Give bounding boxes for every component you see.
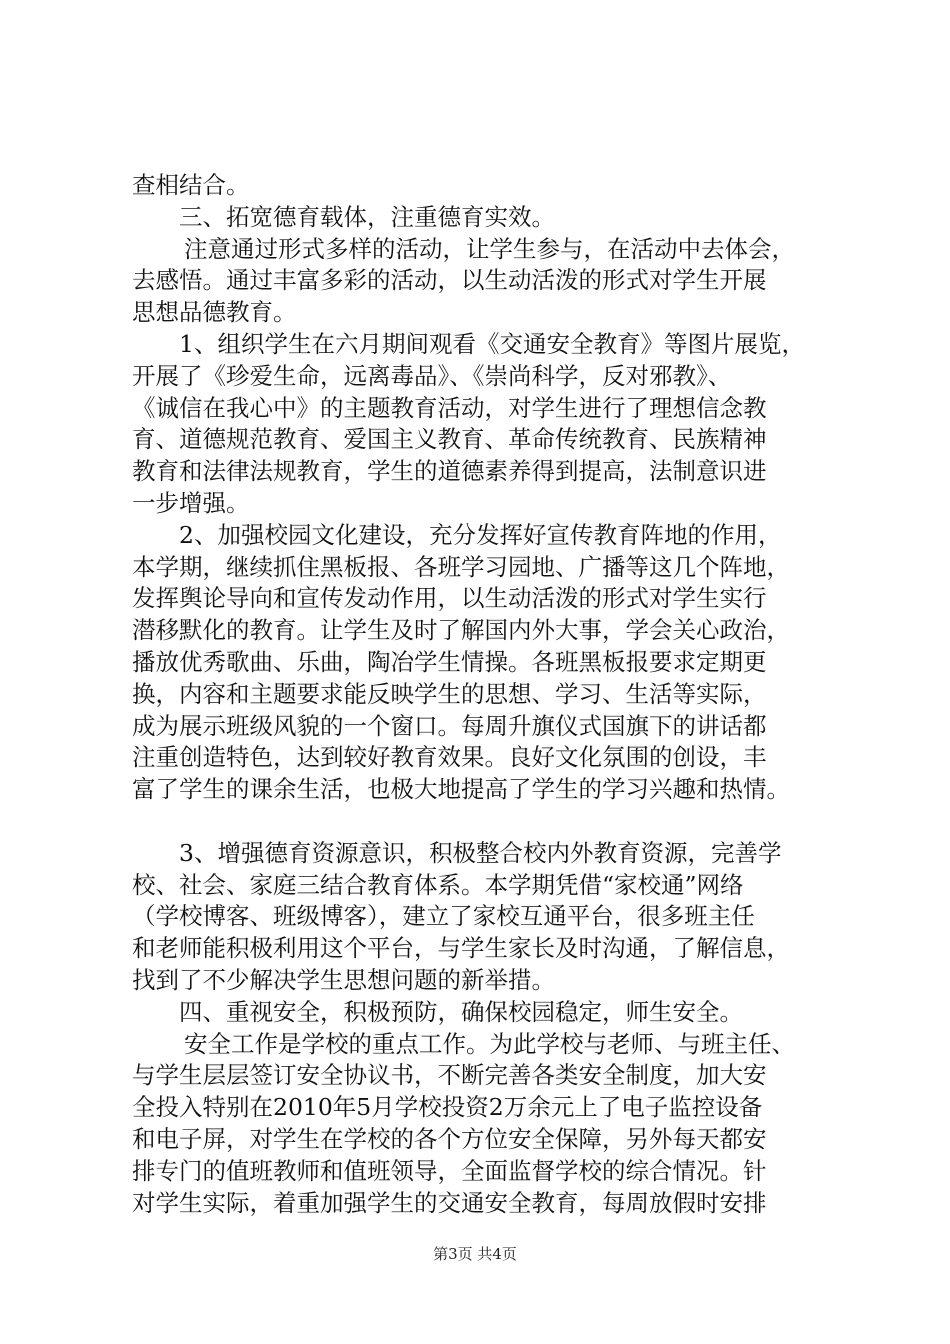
text-line: 教育和法律法规教育，学生的道德素养得到提高，法制意识进: [132, 457, 767, 486]
text-line: 校、社会、家庭三结合教育体系。本学期凭借“家校通”网络: [132, 870, 744, 899]
paragraph-gap: [132, 806, 832, 838]
text-line: 注重创造特色，达到较好教育效果。良好文化氛围的创设，丰: [132, 743, 767, 772]
text-line: 育、道德规范教育、爱国主义教育、革命传统教育、民族精神: [132, 425, 767, 454]
text-line: 潜移默化的教育。让学生及时了解国内外大事，学会关心政治，: [132, 616, 790, 645]
text-line: 安全工作是学校的重点工作。为此学校与老师、与班主任、: [184, 1029, 795, 1058]
text-line: 本学期，继续抓住黑板报、各班学习园地、广播等这几个阵地，: [132, 552, 790, 581]
text-line: 一步增强。: [132, 488, 250, 517]
text-line: 换，内容和主题要求能反映学生的思想、学习、生活等实际，: [132, 679, 767, 708]
text-line: 发挥舆论导向和宣传发动作用，以生动活泼的形式对学生实行: [132, 584, 767, 613]
text-line: 找到了不少解决学生思想问题的新举措。: [132, 965, 555, 994]
text-line: 排专门的值班教师和值班领导，全面监督学校的综合情况。针: [132, 1156, 767, 1185]
section-heading: 三、拓宽德育载体，注重德育实效。: [179, 202, 555, 231]
text-line: 3、增强德育资源意识，积极整合校内外教育资源，完善学: [179, 838, 782, 867]
text-line: 《诚信在我心中》的主题教育活动，对学生进行了理想信念教: [132, 393, 767, 422]
text-line: 成为展示班级风貌的一个窗口。每周升旗仪式国旗下的讲话都: [132, 711, 767, 740]
text-line: 1、组织学生在六月期间观看《交通安全教育》等图片展览，: [179, 329, 805, 358]
text-line: 和老师能积极利用这个平台，与学生家长及时沟通，了解信息，: [132, 934, 790, 963]
text-line: 开展了《珍爱生命，远离毒品》、《崇尚科学，反对邪教》、: [132, 361, 732, 390]
text-line: 富了学生的课余生活，也极大地提高了学生的学习兴趣和热情。: [132, 775, 790, 804]
document-body: [132, 170, 832, 1219]
text-line: （学校博客、班级博客），建立了家校互通平台，很多班主任: [132, 902, 755, 931]
section-heading: 四、重视安全，积极预防，确保校园稳定，师生安全。: [179, 997, 743, 1026]
text-line: 播放优秀歌曲、乐曲，陶冶学生情操。各班黑板报要求定期更: [132, 647, 767, 676]
text-line: 2、加强校园文化建设，充分发挥好宣传教育阵地的作用，: [179, 520, 782, 549]
page-number-footer: 第3页 共4页: [433, 1245, 517, 1263]
text-line: 全投入特别在2010年5月学校投资2万余元上了电子监控设备: [132, 1093, 763, 1122]
text-line: 与学生层层签订安全协议书，不断完善各类安全制度，加大安: [132, 1061, 767, 1090]
text-line: 查相结合。: [132, 171, 250, 199]
text-line: 去感悟。通过丰富多彩的活动，以生动活泼的形式对学生开展: [132, 266, 767, 295]
text-line: 对学生实际，着重加强学生的交通安全教育，每周放假时安排: [132, 1188, 767, 1217]
text-line: 思想品德教育。: [132, 298, 297, 327]
text-line: 和电子屏，对学生在学校的各个方位安全保障，另外每天都安: [132, 1124, 767, 1153]
text-line: 注意通过形式多样的活动，让学生参与，在活动中去体会，: [184, 234, 795, 263]
